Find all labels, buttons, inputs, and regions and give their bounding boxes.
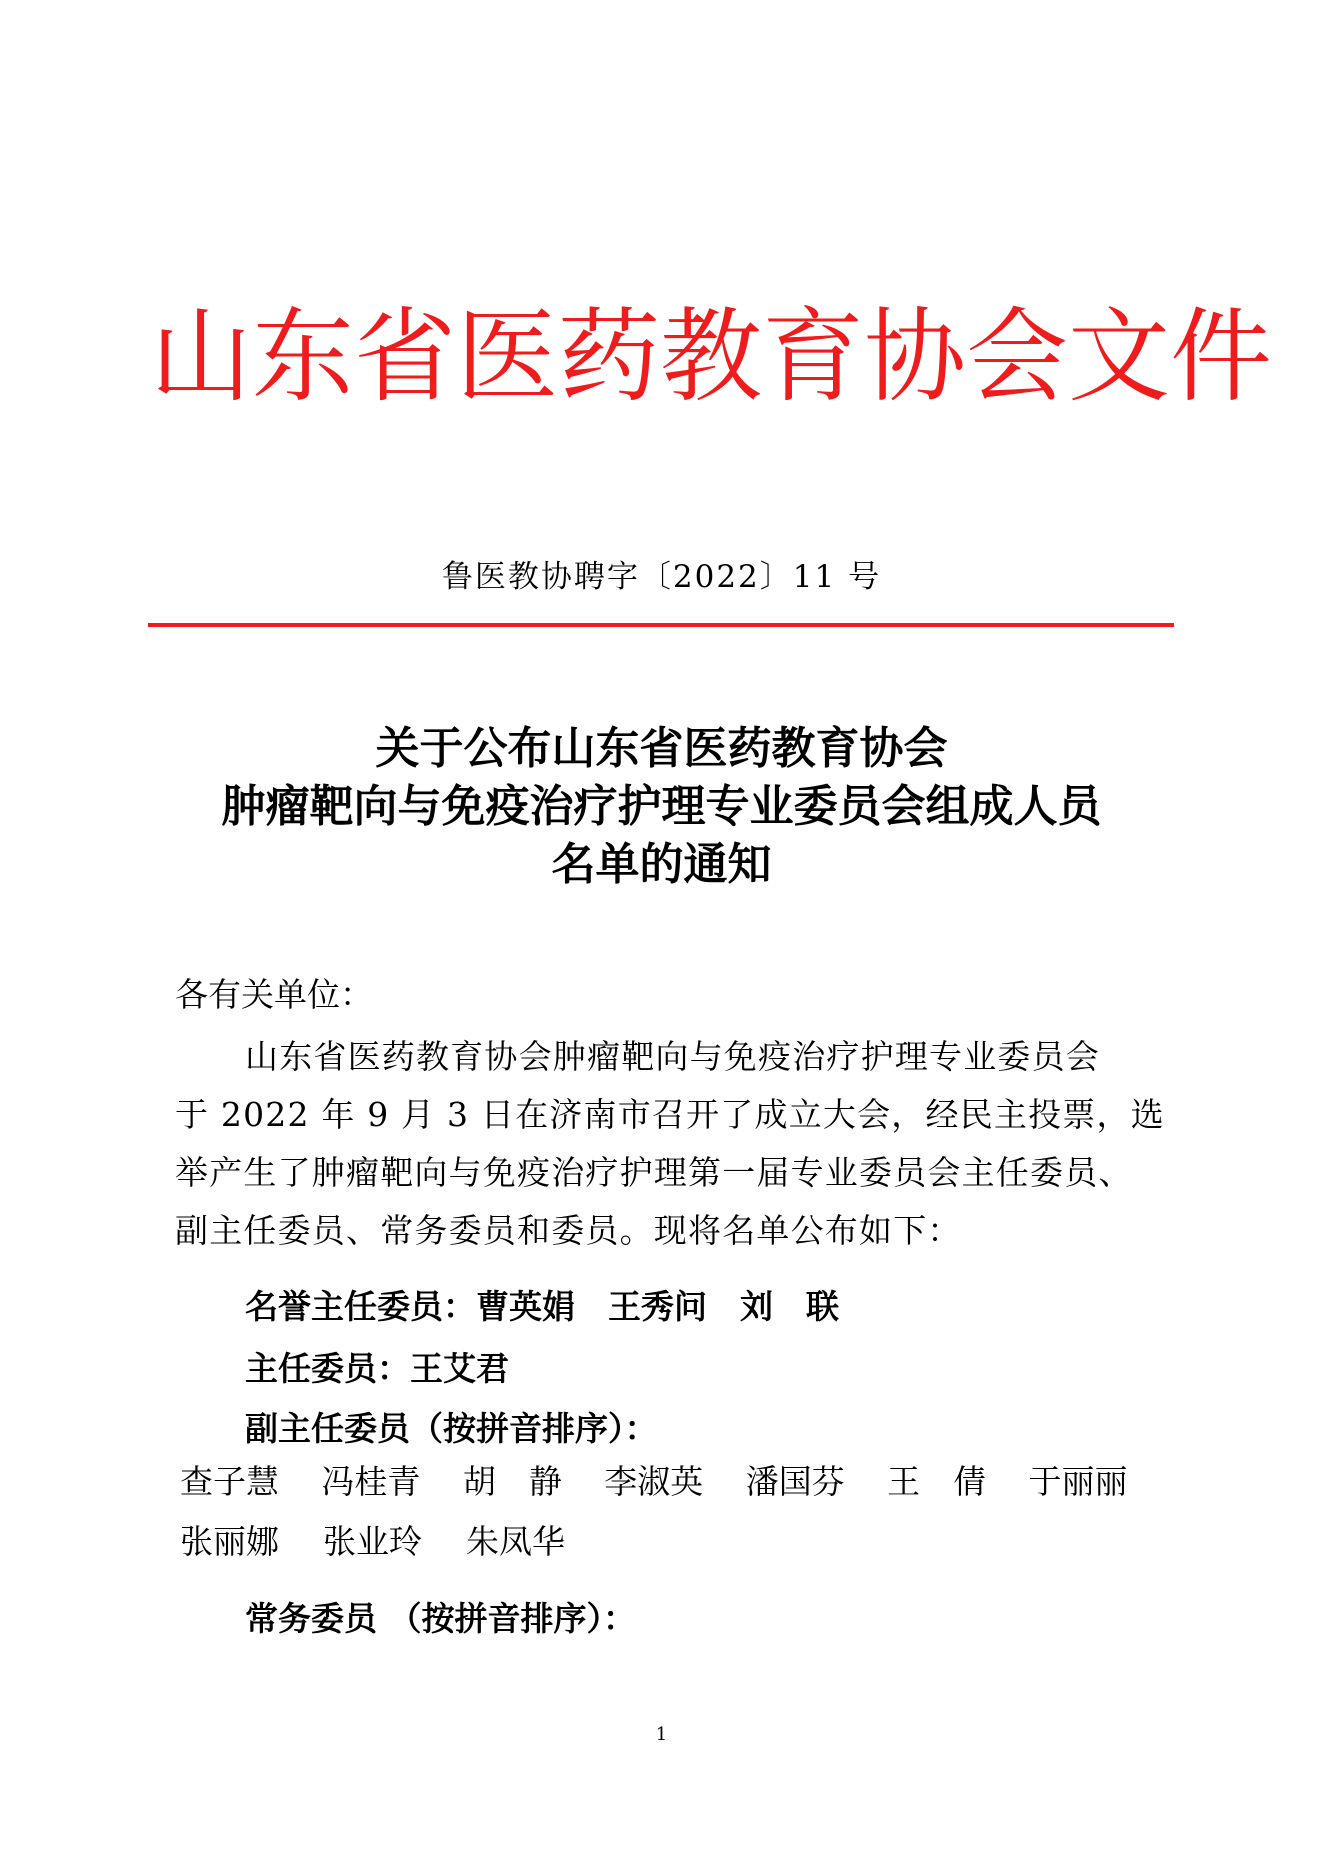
standing-member-label: 常务委员 （按拼音排序）： [245, 1599, 636, 1638]
honorary-director-label: 名誉主任委员： [245, 1287, 476, 1326]
notice-title [0, 720, 1323, 894]
person-name: 胡 静 [462, 1462, 562, 1501]
paragraph-line: 举产生了肿瘤靶向与免疫治疗护理第一届专业委员会主任委员、 [175, 1153, 1133, 1192]
person-name: 张业玲 [323, 1522, 422, 1561]
salutation: 各有关单位： [175, 975, 373, 1014]
document-number: 鲁医教协聘字〔2022〕11 号 [441, 559, 882, 595]
person-name: 潘国芬 [745, 1462, 845, 1501]
person-name: 朱凤华 [466, 1522, 565, 1561]
paragraph-line: 副主任委员、常务委员和委员。现将名单公布如下： [175, 1211, 962, 1250]
page-number: 1 [655, 1724, 668, 1745]
person-name: 张丽娜 [180, 1522, 279, 1561]
director-line [245, 1340, 509, 1398]
vice-director-label: 副主任委员（按拼音排序）： [245, 1409, 658, 1448]
director-label: 主任委员： [245, 1349, 410, 1388]
notice-title-line: 名单的通知 [551, 839, 772, 890]
paragraph-line: 山东省医药教育协会肿瘤靶向与免疫治疗护理专业委员会 [245, 1037, 1100, 1076]
name-row [180, 1512, 1170, 1572]
red-divider-line [148, 623, 1174, 627]
body-paragraph [175, 1028, 1165, 1260]
honorary-director-line [245, 1278, 839, 1336]
director-names: 王艾君 [410, 1349, 509, 1388]
person-name: 于丽丽 [1028, 1462, 1128, 1501]
person-name: 王 倩 [887, 1462, 987, 1501]
honorary-director-names: 曹英娟 王秀问 刘 联 [476, 1287, 839, 1326]
person-name: 李淑英 [604, 1462, 704, 1501]
person-name: 查子慧 [180, 1462, 279, 1501]
vice-director-names [180, 1452, 1170, 1572]
paragraph-line: 于 2022 年 9 月 3 日在济南市召开了成立大会，经民主投票，选 [175, 1095, 1165, 1134]
org-header-title: 山东省医药教育协会文件 [150, 298, 1272, 417]
name-row [180, 1452, 1170, 1512]
person-name: 冯桂青 [321, 1462, 421, 1501]
notice-title-line: 肿瘤靶向与免疫治疗护理专业委员会组成人员 [221, 781, 1102, 832]
notice-title-line: 关于公布山东省医药教育协会 [375, 723, 948, 774]
